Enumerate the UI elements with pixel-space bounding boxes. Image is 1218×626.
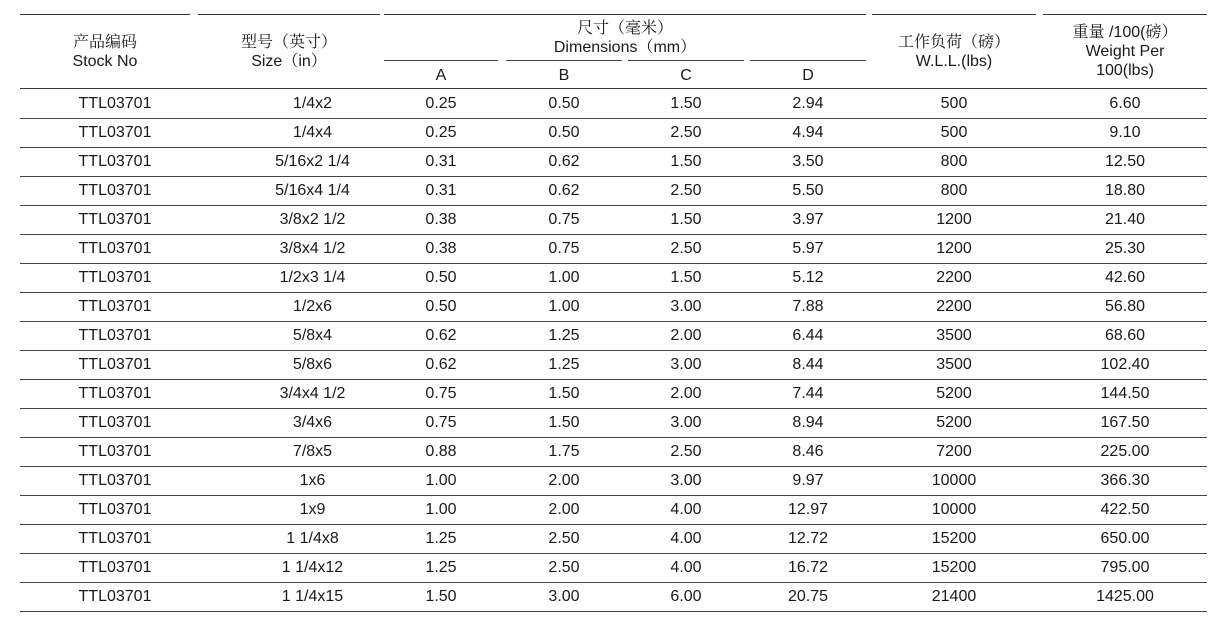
cell-dim-c: 2.00	[670, 327, 702, 344]
cell-dim-c: 1.50	[670, 153, 702, 170]
cell-dim-a: 1.25	[425, 559, 457, 576]
cell-size: 1x6	[299, 472, 326, 489]
table-row	[20, 292, 1207, 322]
cell-wll: 10000	[931, 472, 977, 489]
header-weight-en1: Weight Per	[1085, 43, 1165, 60]
cell-dim-c: 1.50	[670, 269, 702, 286]
table-row	[20, 321, 1207, 351]
cell-dim-c: 4.00	[670, 501, 702, 518]
cell-stock-no: TTL03701	[78, 356, 152, 373]
cell-weight: 6.60	[1109, 95, 1141, 112]
header-dim-a: A	[435, 67, 447, 84]
cell-weight: 366.30	[1100, 472, 1150, 489]
cell-dim-a: 0.31	[425, 153, 457, 170]
cell-dim-b: 2.50	[548, 530, 580, 547]
cell-dim-b: 2.00	[548, 501, 580, 518]
table-row	[20, 466, 1207, 496]
cell-dim-d: 6.44	[792, 327, 824, 344]
cell-dim-a: 0.50	[425, 269, 457, 286]
cell-dim-d: 2.94	[792, 95, 824, 112]
cell-weight: 422.50	[1100, 501, 1150, 518]
cell-wll: 5200	[936, 414, 972, 431]
cell-size: 7/8x5	[292, 443, 333, 460]
cell-dim-a: 1.00	[425, 472, 457, 489]
header-dimensions-en: Dimensions（mm）	[553, 39, 697, 56]
cell-dim-d: 7.88	[792, 298, 824, 315]
cell-wll: 2200	[936, 269, 972, 286]
cell-weight: 25.30	[1104, 240, 1146, 257]
cell-dim-b: 1.25	[548, 356, 580, 373]
cell-weight: 12.50	[1104, 153, 1146, 170]
cell-dim-a: 1.00	[425, 501, 457, 518]
cell-dim-c: 6.00	[670, 588, 702, 605]
cell-dim-d: 3.97	[792, 211, 824, 228]
cell-dim-b: 3.00	[548, 588, 580, 605]
cell-stock-no: TTL03701	[78, 211, 152, 228]
table-row	[20, 408, 1207, 438]
cell-dim-b: 2.00	[548, 472, 580, 489]
cell-stock-no: TTL03701	[78, 588, 152, 605]
table-row	[20, 118, 1207, 148]
cell-dim-a: 0.75	[425, 385, 457, 402]
cell-dim-b: 1.00	[548, 298, 580, 315]
cell-dim-b: 2.50	[548, 559, 580, 576]
cell-size: 1/4x4	[292, 124, 333, 141]
cell-size: 3/4x6	[292, 414, 333, 431]
header-dimensions-cn: 尺寸（毫米）	[576, 20, 673, 37]
header-stock-no-en: Stock No	[72, 53, 138, 70]
cell-wll: 800	[940, 182, 968, 199]
cell-weight: 795.00	[1100, 559, 1150, 576]
cell-weight: 42.60	[1104, 269, 1146, 286]
cell-size: 5/8x6	[292, 356, 333, 373]
cell-weight: 18.80	[1104, 182, 1146, 199]
cell-stock-no: TTL03701	[78, 559, 152, 576]
cell-dim-a: 0.50	[425, 298, 457, 315]
cell-dim-d: 5.97	[792, 240, 824, 257]
table-row	[20, 379, 1207, 409]
header-wll-en: W.L.L.(lbs)	[915, 53, 993, 70]
cell-dim-a: 0.38	[425, 211, 457, 228]
cell-dim-d: 12.72	[787, 530, 829, 547]
header-weight-cn: 重量 /100(磅）	[1072, 24, 1178, 41]
cell-stock-no: TTL03701	[78, 95, 152, 112]
subheader-rule-d	[750, 60, 866, 61]
table-row	[20, 234, 1207, 264]
cell-size: 5/16x2 1/4	[275, 153, 350, 170]
cell-size: 3/8x4 1/2	[279, 240, 346, 257]
cell-dim-d: 5.12	[792, 269, 824, 286]
cell-dim-d: 9.97	[792, 472, 824, 489]
cell-weight: 9.10	[1109, 124, 1141, 141]
header-top-rule-dimensions	[384, 14, 866, 15]
cell-size: 3/4x4 1/2	[279, 385, 346, 402]
header-top-rule-weight	[1043, 14, 1207, 15]
table-row	[20, 350, 1207, 380]
cell-dim-b: 1.50	[548, 414, 580, 431]
cell-stock-no: TTL03701	[78, 327, 152, 344]
header-top-rule-stock	[20, 14, 190, 15]
cell-dim-b: 1.50	[548, 385, 580, 402]
header-weight-en2: 100(lbs)	[1096, 62, 1154, 79]
cell-wll: 15200	[931, 530, 977, 547]
cell-dim-a: 0.62	[425, 327, 457, 344]
cell-wll: 5200	[936, 385, 972, 402]
cell-dim-a: 0.75	[425, 414, 457, 431]
cell-dim-c: 1.50	[670, 211, 702, 228]
cell-wll: 3500	[936, 327, 972, 344]
cell-dim-c: 4.00	[670, 530, 702, 547]
table-row	[20, 205, 1207, 235]
cell-wll: 500	[940, 124, 968, 141]
cell-wll: 2200	[936, 298, 972, 315]
header-wll-cn: 工作负荷（磅）	[897, 34, 1010, 51]
cell-dim-a: 0.38	[425, 240, 457, 257]
cell-dim-b: 0.50	[548, 124, 580, 141]
cell-weight: 144.50	[1100, 385, 1150, 402]
subheader-rule-b	[506, 60, 622, 61]
cell-wll: 3500	[936, 356, 972, 373]
header-dimensions	[384, 19, 866, 57]
table-row	[20, 89, 1207, 119]
table-row	[20, 524, 1207, 554]
cell-dim-d: 3.50	[792, 153, 824, 170]
cell-dim-b: 0.62	[548, 182, 580, 199]
header-size-en: Size（in）	[251, 53, 327, 70]
cell-wll: 10000	[931, 501, 977, 518]
cell-dim-c: 2.50	[670, 443, 702, 460]
header-dim-d: D	[802, 67, 814, 84]
cell-dim-c: 2.50	[670, 182, 702, 199]
header-size	[198, 33, 380, 71]
cell-weight: 102.40	[1100, 356, 1150, 373]
cell-wll: 7200	[936, 443, 972, 460]
cell-stock-no: TTL03701	[78, 385, 152, 402]
cell-dim-d: 5.50	[792, 182, 824, 199]
table-row	[20, 495, 1207, 525]
header-top-rule-size	[198, 14, 380, 15]
cell-dim-d: 8.46	[792, 443, 824, 460]
header-top-rule-wll	[872, 14, 1036, 15]
cell-dim-a: 0.25	[425, 95, 457, 112]
cell-dim-b: 1.75	[548, 443, 580, 460]
header-stock-no-cn: 产品编码	[72, 34, 137, 51]
table-row	[20, 263, 1207, 293]
cell-dim-a: 1.25	[425, 530, 457, 547]
cell-dim-a: 0.88	[425, 443, 457, 460]
cell-dim-b: 0.75	[548, 240, 580, 257]
cell-dim-d: 16.72	[787, 559, 829, 576]
cell-dim-a: 1.50	[425, 588, 457, 605]
cell-wll: 15200	[931, 559, 977, 576]
cell-dim-b: 1.00	[548, 269, 580, 286]
table-row	[20, 176, 1207, 206]
cell-wll: 1200	[936, 240, 972, 257]
cell-dim-c: 3.00	[670, 356, 702, 373]
cell-wll: 21400	[931, 588, 977, 605]
cell-dim-d: 4.94	[792, 124, 824, 141]
cell-stock-no: TTL03701	[78, 501, 152, 518]
cell-weight: 21.40	[1104, 211, 1146, 228]
cell-weight: 167.50	[1100, 414, 1150, 431]
cell-stock-no: TTL03701	[78, 472, 152, 489]
header-dim-c: C	[680, 67, 692, 84]
cell-dim-c: 2.00	[670, 385, 702, 402]
cell-dim-d: 8.94	[792, 414, 824, 431]
cell-size: 1 1/4x12	[281, 559, 344, 576]
cell-stock-no: TTL03701	[78, 414, 152, 431]
header-weight	[1043, 23, 1207, 80]
cell-wll: 500	[940, 95, 968, 112]
cell-weight: 225.00	[1100, 443, 1150, 460]
cell-dim-c: 1.50	[670, 95, 702, 112]
table-row	[20, 147, 1207, 177]
cell-stock-no: TTL03701	[78, 124, 152, 141]
subheader-rule-c	[628, 60, 744, 61]
cell-stock-no: TTL03701	[78, 182, 152, 199]
cell-dim-b: 0.75	[548, 211, 580, 228]
cell-wll: 1200	[936, 211, 972, 228]
cell-dim-a: 0.62	[425, 356, 457, 373]
cell-size: 1x9	[299, 501, 326, 518]
cell-size: 1/2x6	[292, 298, 333, 315]
cell-dim-c: 3.00	[670, 298, 702, 315]
cell-dim-c: 2.50	[670, 124, 702, 141]
cell-dim-b: 0.50	[548, 95, 580, 112]
cell-dim-c: 3.00	[670, 414, 702, 431]
cell-size: 1 1/4x15	[281, 588, 344, 605]
cell-dim-d: 12.97	[787, 501, 829, 518]
cell-size: 1/4x2	[292, 95, 333, 112]
cell-dim-a: 0.25	[425, 124, 457, 141]
header-size-cn: 型号（英寸）	[240, 34, 337, 51]
table-row	[20, 582, 1207, 612]
cell-dim-b: 1.25	[548, 327, 580, 344]
table-row	[20, 553, 1207, 583]
cell-dim-d: 7.44	[792, 385, 824, 402]
cell-size: 5/8x4	[292, 327, 333, 344]
cell-stock-no: TTL03701	[78, 269, 152, 286]
cell-stock-no: TTL03701	[78, 530, 152, 547]
cell-dim-d: 20.75	[787, 588, 829, 605]
cell-weight: 1425.00	[1096, 588, 1154, 605]
cell-size: 1/2x3 1/4	[279, 269, 346, 286]
table-row	[20, 437, 1207, 467]
subheader-rule-a	[384, 60, 498, 61]
cell-dim-a: 0.31	[425, 182, 457, 199]
cell-size: 3/8x2 1/2	[279, 211, 346, 228]
header-wll	[872, 33, 1036, 71]
cell-size: 1 1/4x8	[286, 530, 339, 547]
cell-stock-no: TTL03701	[78, 298, 152, 315]
cell-dim-b: 0.62	[548, 153, 580, 170]
cell-dim-c: 4.00	[670, 559, 702, 576]
cell-weight: 650.00	[1100, 530, 1150, 547]
cell-dim-c: 3.00	[670, 472, 702, 489]
cell-dim-d: 8.44	[792, 356, 824, 373]
cell-wll: 800	[940, 153, 968, 170]
header-stock-no	[20, 33, 190, 71]
cell-size: 5/16x4 1/4	[275, 182, 350, 199]
cell-weight: 56.80	[1104, 298, 1146, 315]
cell-weight: 68.60	[1104, 327, 1146, 344]
cell-stock-no: TTL03701	[78, 443, 152, 460]
cell-dim-c: 2.50	[670, 240, 702, 257]
header-dim-b: B	[558, 67, 570, 84]
cell-stock-no: TTL03701	[78, 240, 152, 257]
cell-stock-no: TTL03701	[78, 153, 152, 170]
